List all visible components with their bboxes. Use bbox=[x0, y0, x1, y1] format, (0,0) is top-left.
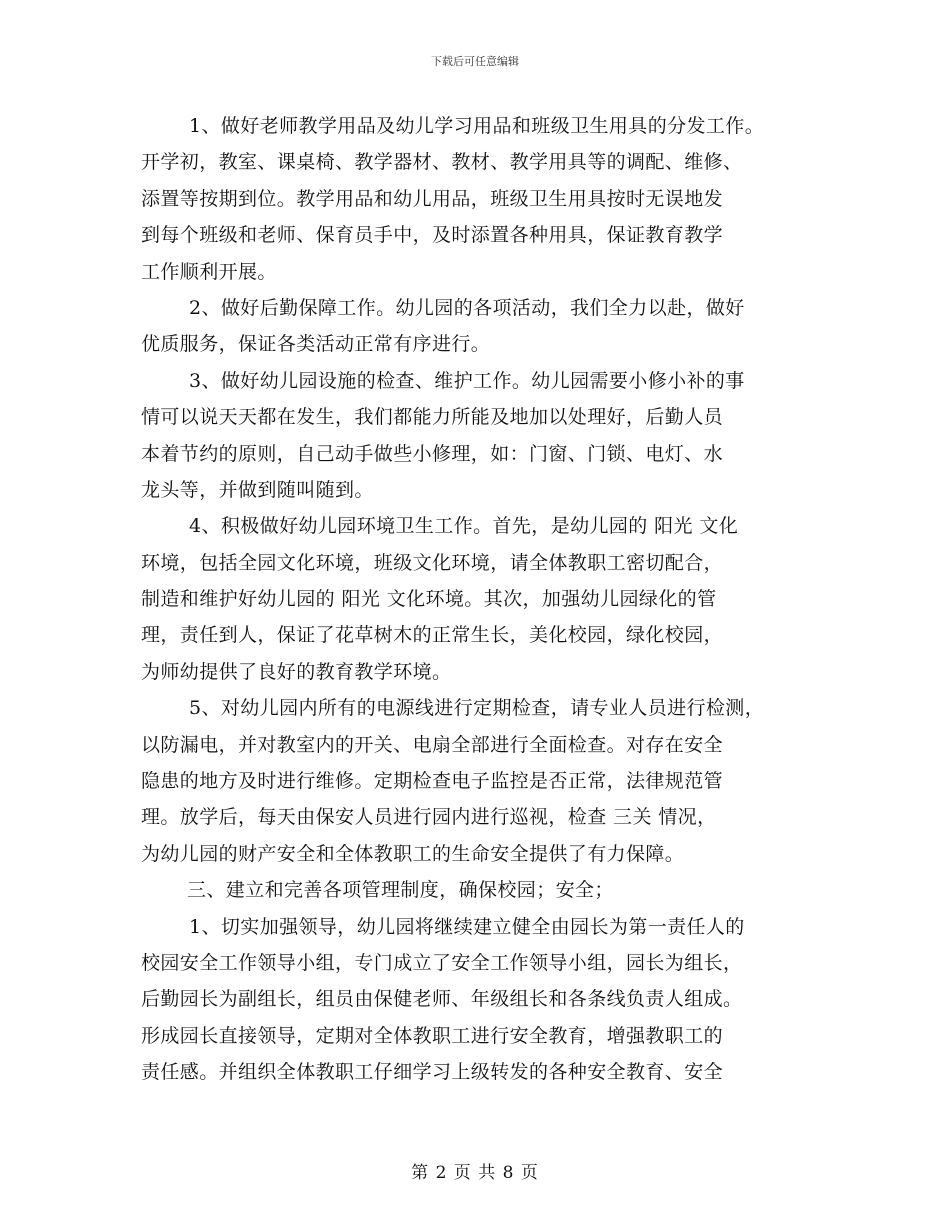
text-line: 优质服务，保证各类活动正常有序进行。 bbox=[141, 333, 491, 356]
text-line: 5、对幼儿园内所有的电源线进行定期检查，请专业人员进行检测， bbox=[189, 697, 765, 720]
text-line: 开学初，教室、课桌椅、教学器材、教材、教学用具等的调配、维修、 bbox=[141, 151, 743, 174]
text-line: 本着节约的原则，自己动手做些小修理，如：门窗、门锁、电灯、水 bbox=[141, 442, 724, 465]
paragraph-4 bbox=[141, 508, 826, 690]
paragraph-1 bbox=[141, 108, 826, 290]
document-body bbox=[141, 108, 826, 1091]
text-line: 情可以说天天都在发生，我们都能力所能及地加以处理好，后勤人员 bbox=[141, 406, 724, 429]
text-line: 形成园长直接领导，定期对全体教职工进行安全教育，增强教职工的 bbox=[141, 1024, 724, 1047]
text-line: 以防漏电，并对教室内的开关、电扇全部进行全面检查。对存在安全 bbox=[141, 733, 724, 756]
text-line: 龙头等，并做到随叫随到。 bbox=[141, 478, 374, 501]
text-line: 为师幼提供了良好的教育教学环境。 bbox=[141, 660, 452, 683]
paragraph-6 bbox=[141, 909, 826, 1091]
text-line: 添置等按期到位。教学用品和幼儿用品，班级卫生用具按时无误地发 bbox=[141, 187, 724, 210]
text-line: 后勤园长为副组长，组员由保健老师、年级组长和各条线负责人组成。 bbox=[141, 988, 743, 1011]
page-header: 下载后可任意编辑 bbox=[431, 55, 519, 68]
text-line: 1、切实加强领导，幼儿园将继续建立健全由园长为第一责任人的 bbox=[189, 915, 745, 938]
text-line: 为幼儿园的财产安全和全体教职工的生命安全提供了有力保障。 bbox=[141, 842, 685, 865]
page-footer: 第 2 页 共 8 页 bbox=[411, 1163, 539, 1183]
text-line: 工作顺利开展。 bbox=[141, 260, 277, 283]
text-line: 4、积极做好幼儿园环境卫生工作。首先，是幼儿园的 阳光 文化 bbox=[189, 515, 739, 538]
text-line: 责任感。并组织全体教职工仔细学习上级转发的各种安全教育、安全 bbox=[141, 1061, 724, 1084]
text-line: 理，责任到人，保证了花草树木的正常生长，美化校园，绿化校园， bbox=[141, 624, 724, 647]
section-heading-line: 三、建立和完善各项管理制度，确保校园；安全； bbox=[187, 879, 614, 902]
text-line: 1、做好老师教学用品及幼儿学习用品和班级卫生用具的分发工作。 bbox=[189, 115, 765, 137]
text-line: 校园安全工作领导小组，专门成立了安全工作领导小组，园长为组长， bbox=[141, 951, 743, 974]
text-line: 2、做好后勤保障工作。幼儿园的各项活动，我们全力以赴，做好 bbox=[189, 296, 745, 319]
text-line: 3、做好幼儿园设施的检查、维护工作。幼儿园需要小修小补的事 bbox=[189, 369, 745, 392]
text-line: 制造和维护好幼儿园的 阳光 文化环境。其次，加强幼儿园绿化的管 bbox=[141, 588, 717, 611]
paragraph-5 bbox=[141, 690, 826, 872]
text-line: 隐患的地方及时进行维修。定期检查电子监控是否正常，法律规范管 bbox=[141, 770, 724, 793]
text-line: 理。放学后，每天由保安人员进行园内进行巡视，检查 三关 情况， bbox=[141, 806, 717, 829]
paragraph-2 bbox=[141, 290, 826, 363]
paragraph-3 bbox=[141, 363, 826, 509]
text-line: 到每个班级和老师、保育员手中，及时添置各种用具，保证教育教学 bbox=[141, 224, 724, 247]
section-heading bbox=[141, 872, 826, 908]
text-line: 环境，包括全园文化环境，班级文化环境，请全体教职工密切配合， bbox=[141, 551, 724, 574]
